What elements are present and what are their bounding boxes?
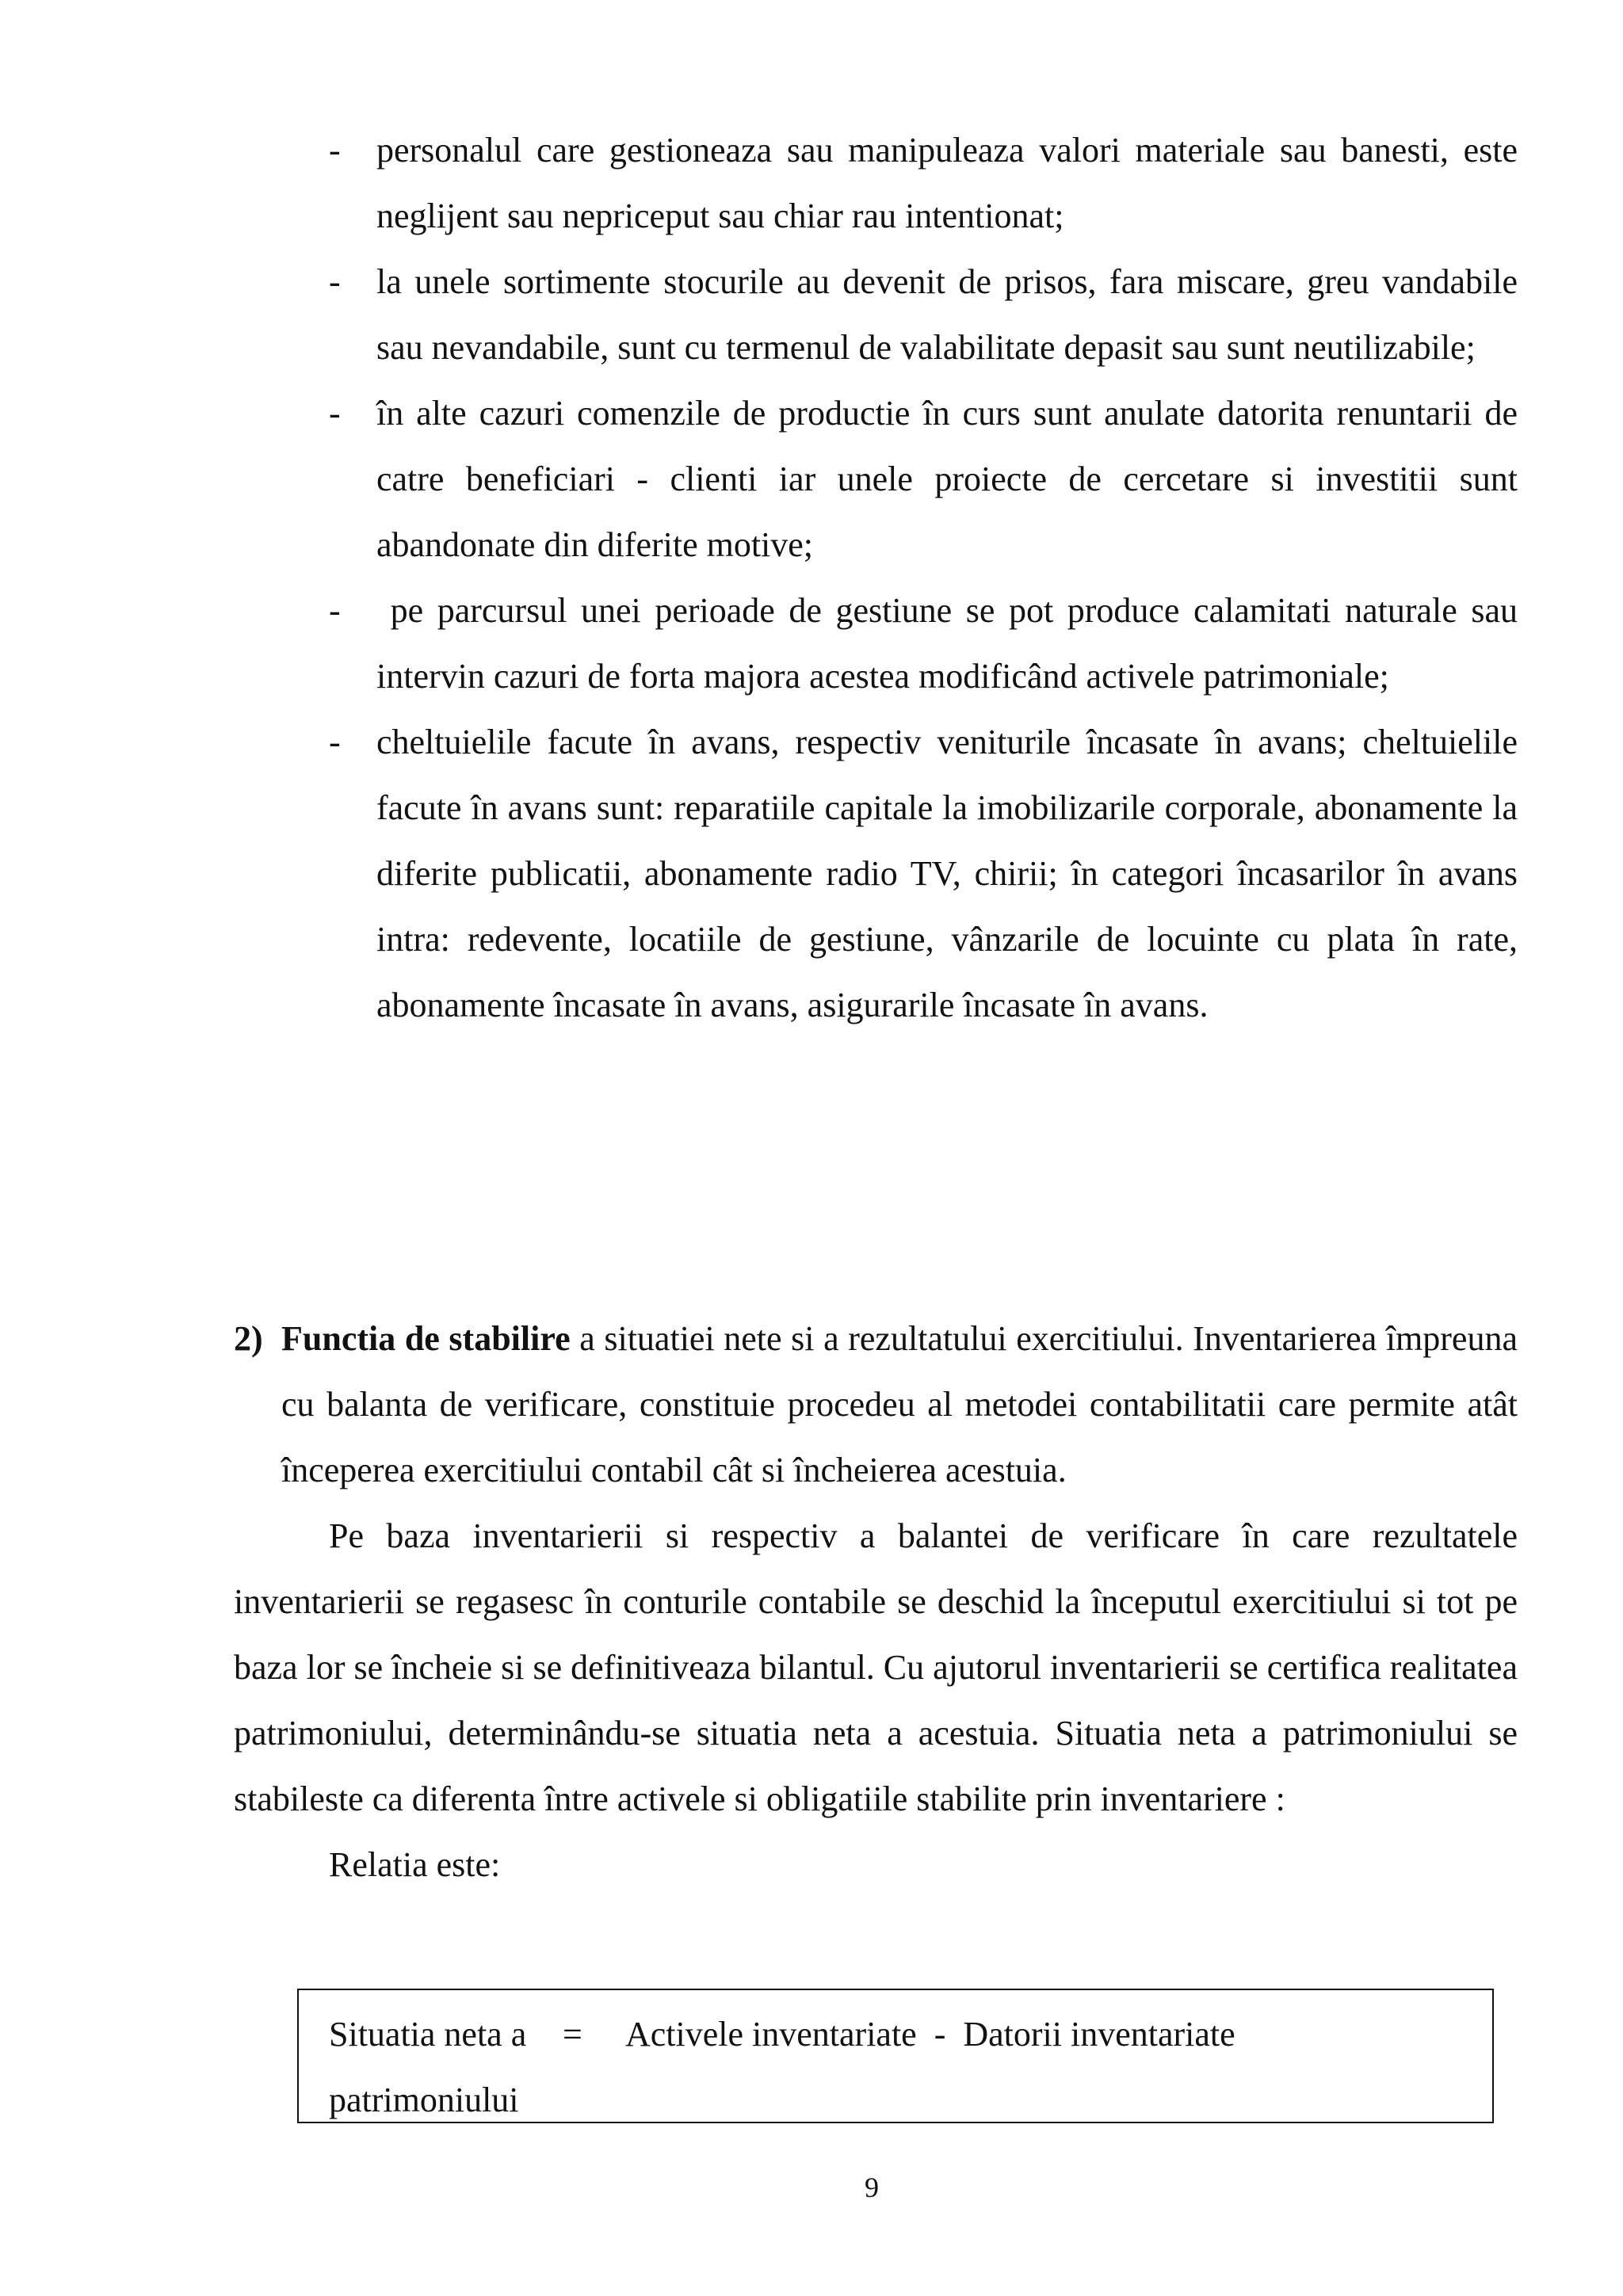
bullet-text: la unele sortimente stocurile au devenit de prisos, fara miscare, greu vandabile sau nevandabile, sunt cu termenul de valabilitate depasit sau sunt neutilizabile; [376, 262, 1518, 367]
bullet-dash: - [329, 723, 341, 761]
formula-box [297, 1989, 1494, 2123]
list-item [329, 709, 1518, 1038]
bullet-text: pe parcursul unei perioade de gestiune se pot produce calamitati naturale sau intervin cazuri de forta majora acestea modificând activele patrimoniale; [376, 591, 1527, 696]
bullet-dash: - [329, 394, 341, 433]
list-item [329, 249, 1518, 380]
section-2 [234, 1306, 1518, 1897]
formula-equals: = [563, 2015, 582, 2054]
bullet-text: personalul care gestioneaza sau manipuleaza valori materiale sau banesti, este neglijent sau nepriceput sau chiar rau intentionat; [376, 131, 1518, 235]
item-number: 2) [234, 1319, 263, 1358]
list-item [329, 380, 1518, 578]
bullet-dash: - [329, 591, 341, 630]
bullet-dash: - [329, 131, 341, 170]
bullet-text: în alte cazuri comenzile de productie în curs sunt anulate datorita renuntarii de catre beneficiari - clienti iar unele proiecte de cercetare si investitii sunt abandonate din diferite motive; [376, 394, 1518, 564]
numbered-item [234, 1306, 1518, 1503]
section-text: a situatiei nete si a rezultatului exercitiului. Inventarierea împreuna cu balanta de verificare, constituie procedeu al metodei contabilitatii care permite atât începerea exercitiului contabil cât si încheierea acestuia. [281, 1319, 1518, 1489]
page-number: 9 [865, 2172, 879, 2203]
bullet-text: cheltuielile facute în avans, respectiv veniturile încasate în avans; cheltuielile facute în avans sunt: reparatiile capitale la imobilizarile corporale, abonamente la diferite publicatii, abonamente radio TV, chirii; în categori încasarilor în avans intra: redevente, locatiile de gestiune, vânzarile de locuinte cu plata în rate, abonamente încasate în avans, asigurarile încasate în avans. [376, 723, 1518, 1024]
section-title: Functia de stabilire [281, 1319, 571, 1358]
bullet-dash: - [329, 262, 341, 301]
relation-label: Relatia este: [329, 1845, 501, 1884]
body-paragraph: Pe baza inventarierii si respectiv a balantei de verificare în care rezultatele inventarierii se regasesc în conturile contabile se deschid la începutul exercitiului si tot pe baza lor se încheie si se definitiveaza bilantul. Cu ajutorul inventarierii se certifica realitatea patrimoniului, determinându-se situatia neta a acestuia. Situatia neta a patrimoniului se stabileste ca diferenta între activele si obligatiile stabilite prin inventariere : [234, 1516, 1518, 1818]
list-item [329, 117, 1518, 249]
bullet-list [329, 117, 1527, 1038]
formula-right: Activele inventariate - Datorii inventariate [625, 2015, 1235, 2054]
formula-left: Situatia neta a patrimoniului [329, 2015, 527, 2119]
list-item [329, 578, 1527, 709]
